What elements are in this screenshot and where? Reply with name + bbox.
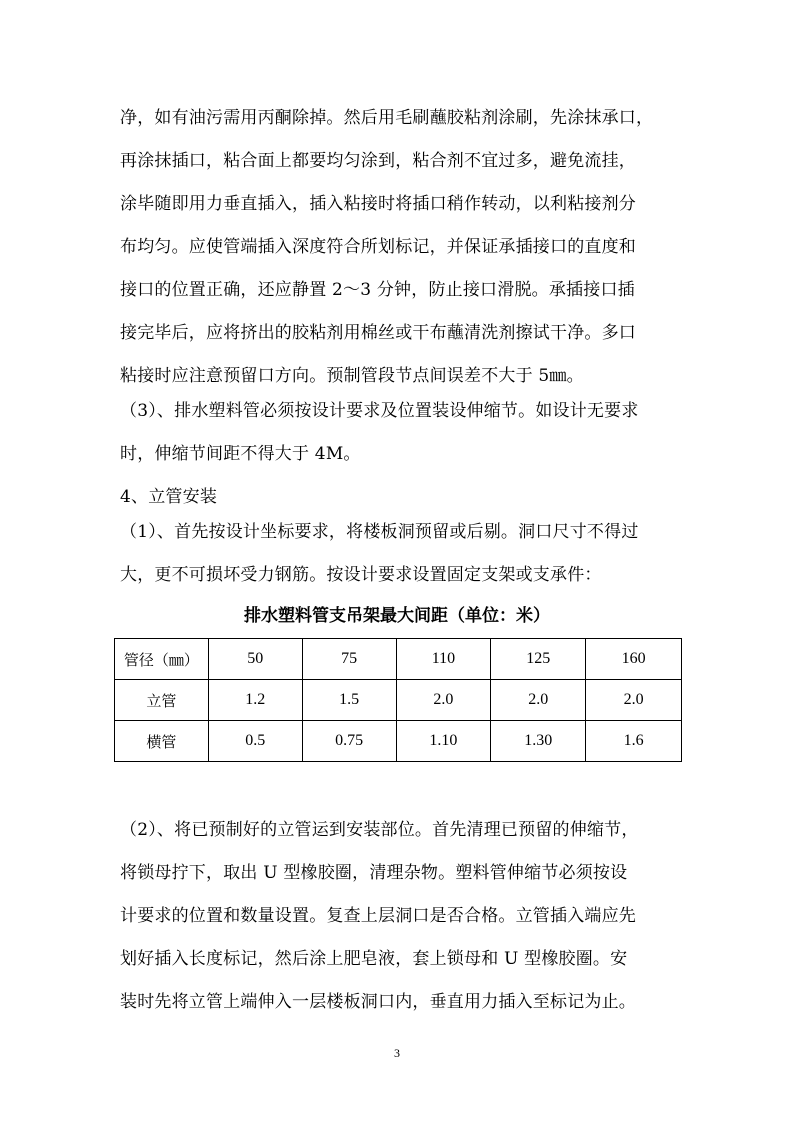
paragraph-line: 粘接时应注意预留口方向。预制管段节点间误差不大于 5㎜。 <box>120 366 584 386</box>
table-cell: 管径（㎜） <box>115 639 209 680</box>
paragraph-line: 划好插入长度标记，然后涂上肥皂液，套上锁母和 U 型橡胶圈。安 <box>120 949 628 969</box>
paragraph-line: 将锁母拧下，取出 U 型橡胶圈，清理杂物。塑料管伸缩节必须按设 <box>120 863 628 883</box>
paragraph-line: 计要求的位置和数量设置。复查上层洞口是否合格。立管插入端应先 <box>120 906 636 926</box>
table-cell: 2.0 <box>396 680 491 721</box>
page-number: 3 <box>394 1046 400 1060</box>
table-cell: 1.5 <box>302 680 396 721</box>
paragraph-line: （1）、首先按设计坐标要求，将楼板洞预留或后剔。洞口尺寸不得过 <box>120 522 639 542</box>
paragraph-line: 时，伸缩节间距不得大于 4M。 <box>120 444 361 464</box>
paragraph-line: 大，更不可损坏受力钢筋。按设计要求设置固定支架或支承件： <box>120 565 602 585</box>
paragraph-line: 净，如有油污需用丙酮除掉。然后用毛刷蘸胶粘剂涂刷，先涂抹承口， <box>120 108 654 128</box>
paragraph-line: 接口的位置正确，还应静置 2～3 分钟，防止接口滑脱。承插接口插 <box>120 280 635 300</box>
table-cell: 1.30 <box>491 721 586 762</box>
table-cell: 1.10 <box>396 721 491 762</box>
paragraph-line: 再涂抹插口，粘合面上都要均匀涂到，粘合剂不宜过多，避免流挂， <box>120 151 636 171</box>
paragraph-line: 装时先将立管上端伸入一层楼板洞口内，垂直用力插入至标记为止。 <box>120 992 636 1012</box>
table-cell: 110 <box>396 639 491 680</box>
table-cell: 75 <box>302 639 396 680</box>
spacing-table <box>114 638 682 762</box>
paragraph-line: （3）、排水塑料管必须按设计要求及位置装设伸缩节。如设计无要求 <box>120 401 639 421</box>
table-cell: 160 <box>586 639 682 680</box>
paragraph-line: （2）、将已预制好的立管运到安装部位。首先清理已预留的伸缩节， <box>120 820 639 840</box>
table-cell: 2.0 <box>491 680 586 721</box>
table-cell: 横管 <box>115 721 209 762</box>
table-cell: 1.2 <box>208 680 302 721</box>
table-row <box>115 680 682 721</box>
paragraph-line: 布均匀。应使管端插入深度符合所划标记，并保证承插接口的直度和 <box>120 237 636 257</box>
table-cell: 2.0 <box>586 680 682 721</box>
table-header-row <box>115 639 682 680</box>
table-cell: 50 <box>208 639 302 680</box>
paragraph-line: 接完毕后，应将挤出的胶粘剂用棉丝或干布蘸清洗剂擦试干净。多口 <box>120 323 636 343</box>
section-heading: 4、立管安装 <box>120 487 218 507</box>
table-title: 排水塑料管支吊架最大间距（单位：米） <box>244 606 550 626</box>
table-cell: 立管 <box>115 680 209 721</box>
table-row <box>115 721 682 762</box>
table-cell: 0.75 <box>302 721 396 762</box>
table-cell: 0.5 <box>208 721 302 762</box>
table-cell: 125 <box>491 639 586 680</box>
table-cell: 1.6 <box>586 721 682 762</box>
paragraph-line: 涂毕随即用力垂直插入，插入粘接时将插口稍作转动，以利粘接剂分 <box>120 194 636 214</box>
